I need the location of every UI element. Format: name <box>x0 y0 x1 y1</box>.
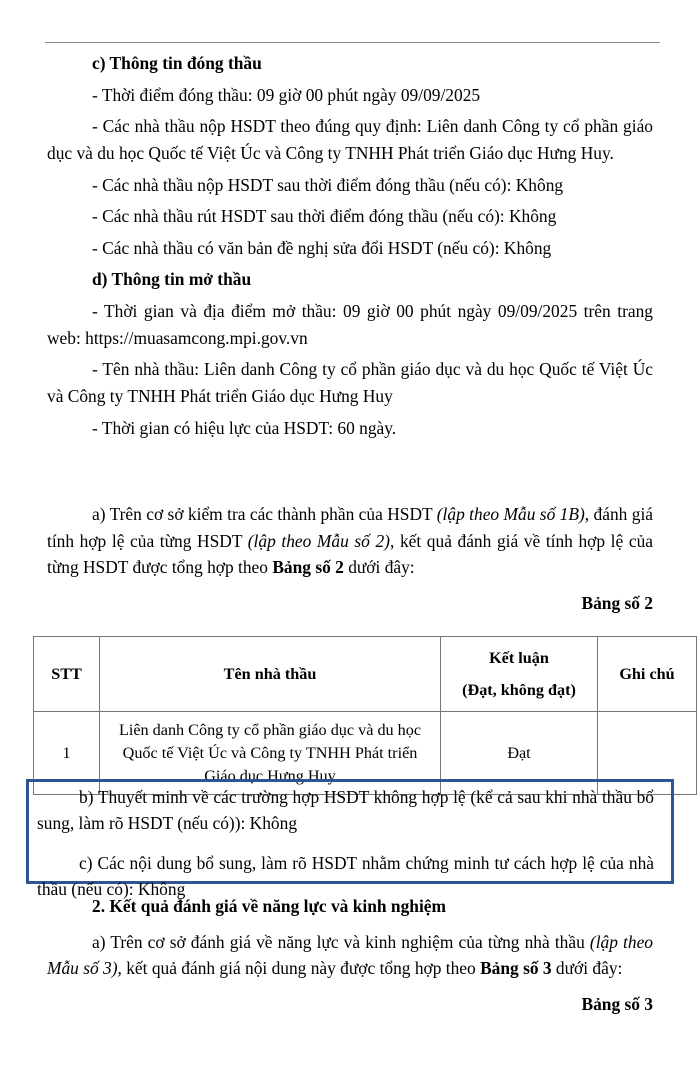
column-header-conclusion-line1: Kết luận <box>489 648 549 667</box>
column-header-stt: STT <box>34 637 100 712</box>
highlight-paragraph-c: c) Các nội dung bổ sung, làm rõ HSDT nhằm chứng minh tư cách hợp lệ của nhà thầu (nếu có): Không <box>37 853 654 900</box>
highlight-box-content <box>37 784 654 902</box>
closing-info-item-5: - Các nhà thầu có văn bản đề nghị sửa đổi HSDT (nếu có): Không <box>92 237 552 258</box>
closing-info-item-4: - Các nhà thầu rút HSDT sau thời điểm đóng thầu (nếu có): Không <box>92 206 557 227</box>
eligibility-intro-text-1: a) Trên cơ sở kiểm tra các thành phần của HSDT <box>92 504 437 525</box>
capacity-intro-italic: (lập theo Mẫu số 3) <box>47 931 653 979</box>
table-label-bang-so-3: Bảng số 3 <box>581 993 653 1014</box>
column-header-conclusion-line2: (Đạt, không đạt) <box>462 680 576 699</box>
cell-contractor-name: Liên danh Công ty cổ phần giáo dục và du học Quốc tế Việt Úc và Công ty TNHH Phát triển Giáo dục Hưng Huy <box>100 712 441 795</box>
capacity-intro-table-ref: Bảng số 3 <box>480 958 552 979</box>
cell-stt: 1 <box>34 712 100 795</box>
eligibility-intro-text-2: , đánh giá tính hợp lệ của từng HSDT <box>47 504 654 551</box>
section-heading-opening-info: d) Thông tin mở thầu <box>92 269 252 290</box>
capacity-intro-text-1: a) Trên cơ sở đánh giá về năng lực và kinh nghiệm của từng nhà thầu <box>92 931 590 952</box>
opening-info-item-3: - Thời gian có hiệu lực của HSDT: 60 ngày. <box>92 417 397 438</box>
eligibility-intro-table-ref: Bảng số 2 <box>272 557 344 578</box>
capacity-intro-text-2: , kết quả đánh giá nội dung này được tổng hợp theo <box>117 958 481 979</box>
table-header-row <box>34 637 697 712</box>
section-heading-capacity-evaluation: 2. Kết quả đánh giá về năng lực và kinh nghiệm <box>92 896 446 916</box>
eligibility-intro-paragraph <box>47 501 653 581</box>
document-body-upper <box>47 50 653 617</box>
closing-info-item-3: - Các nhà thầu nộp HSDT sau thời điểm đóng thầu (nếu có): Không <box>92 174 564 195</box>
eligibility-intro-italic-1: (lập theo Mẫu số 1B) <box>436 504 585 525</box>
column-header-conclusion <box>441 637 598 712</box>
eligibility-intro-italic-2: (lập theo Mẫu số 2) <box>247 530 390 551</box>
capacity-intro-text-3: dưới đây: <box>551 958 623 979</box>
closing-info-item-1: - Thời điểm đóng thầu: 09 giờ 00 phút ngày 09/09/2025 <box>92 84 481 105</box>
capacity-intro-paragraph <box>47 929 653 982</box>
table-label-bang-so-2: Bảng số 2 <box>581 593 653 613</box>
section-heading-closing-info: c) Thông tin đóng thầu <box>92 53 262 73</box>
eligibility-intro-text-3: , kết quả đánh giá về tính hợp lệ của từng HSDT được tổng hợp theo <box>47 530 653 578</box>
page-top-rule <box>45 42 660 43</box>
table-bang-so-2-wrapper <box>33 636 675 795</box>
document-body-lower <box>47 893 653 1018</box>
eligibility-intro-text-4: dưới đây: <box>343 557 415 578</box>
table-bang-so-2 <box>33 636 697 795</box>
opening-info-item-1: - Thời gian và địa điểm mở thầu: 09 giờ 00 phút ngày 09/09/2025 trên trang web: https://muasamcong.mpi.gov.vn <box>47 301 653 348</box>
highlight-paragraph-b: b) Thuyết minh về các trường hợp HSDT không hợp lệ (kể cả sau khi nhà thầu bổ sung, làm rõ HSDT (nếu có)): Không <box>37 787 654 834</box>
column-header-note: Ghi chú <box>598 637 697 712</box>
column-header-contractor-name: Tên nhà thầu <box>100 637 441 712</box>
opening-info-item-2: - Tên nhà thầu: Liên danh Công ty cổ phần giáo dục và du học Quốc tế Việt Úc và Công ty TNHH Phát triển Giáo dục Hưng Huy <box>47 359 653 406</box>
closing-info-item-2: - Các nhà thầu nộp HSDT theo đúng quy định: Liên danh Công ty cổ phần giáo dục và du học Quốc tế Việt Úc và Công ty TNHH Phát triển Giáo dục Hưng Huy. <box>47 116 653 163</box>
cell-conclusion: Đạt <box>441 712 598 795</box>
